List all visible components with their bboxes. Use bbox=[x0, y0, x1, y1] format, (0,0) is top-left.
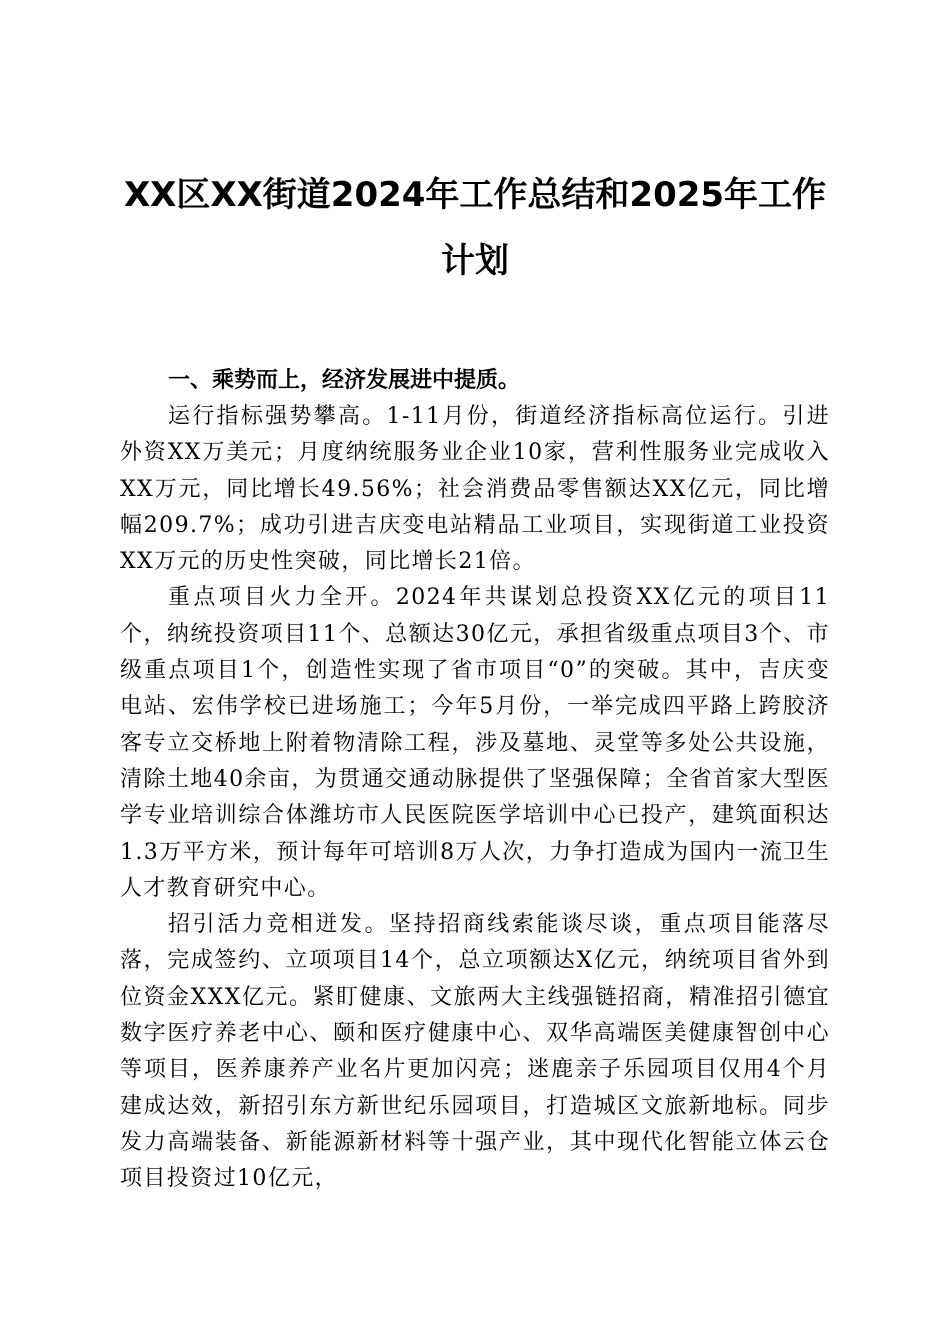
paragraph-key-projects: 重点项目火力全开。2024年共谋划总投资XX亿元的项目11个，纳统投资项目11个、总额达30亿元，承担省级重点项目3个、市级重点项目1个，创造性实现了省市项目“0”的突破。其中，吉庆变电站、宏伟学校已进场施工；今年5月份，一举完成四平路上跨胶济客专立交桥地上附着物清除工程，涉及墓地、灵堂等多处公共设施，清除土地40余亩，为贯通交通动脉提供了坚强保障；全省首家大型医学专业培训综合体潍坊市人民医院医学培训中心已投产，建筑面积达1.3万平方米，预计每年可培训8万人次，力争打造成为国内一流卫生人才教育研究中心。 bbox=[120, 585, 830, 901]
document-body bbox=[120, 363, 830, 1198]
paragraph-economic-indicators: 运行指标强势攀高。1-11月份，街道经济指标高位运行。引进外资XX万美元；月度纳统服务业企业10家，营利性服务业完成收入XX万元，同比增长49.56%；社会消费品零售额达XX亿元，同比增幅209.7%；成功引进吉庆变电站精品工业项目，实现街道工业投资XX万元的历史性突破，同比增长21倍。 bbox=[120, 404, 830, 575]
paragraph-investment-attraction: 招引活力竞相迸发。坚持招商线索能谈尽谈，重点项目能落尽落，完成签约、立项项目14个，总立项额达X亿元，纳统项目省外到位资金XXX亿元。紧盯健康、文旅两大主线强链招商，精准招引德宜数字医疗养老中心、颐和医疗健康中心、双华高端医美健康智创中心等项目，医养康养产业名片更加闪亮；迷鹿亲子乐园项目仅用4个月建成达效，新招引东方新世纪乐园项目，打造城区文旅新地标。同步发力高端装备、新能源新材料等十强产业，其中现代化智能立体云仓项目投资过10亿元， bbox=[120, 912, 830, 1192]
document-title: XX区XX街道2024年工作总结和2025年工作计划 bbox=[123, 175, 827, 281]
section-heading: 一、乘势而上，经济发展进中提质。 bbox=[168, 368, 521, 393]
